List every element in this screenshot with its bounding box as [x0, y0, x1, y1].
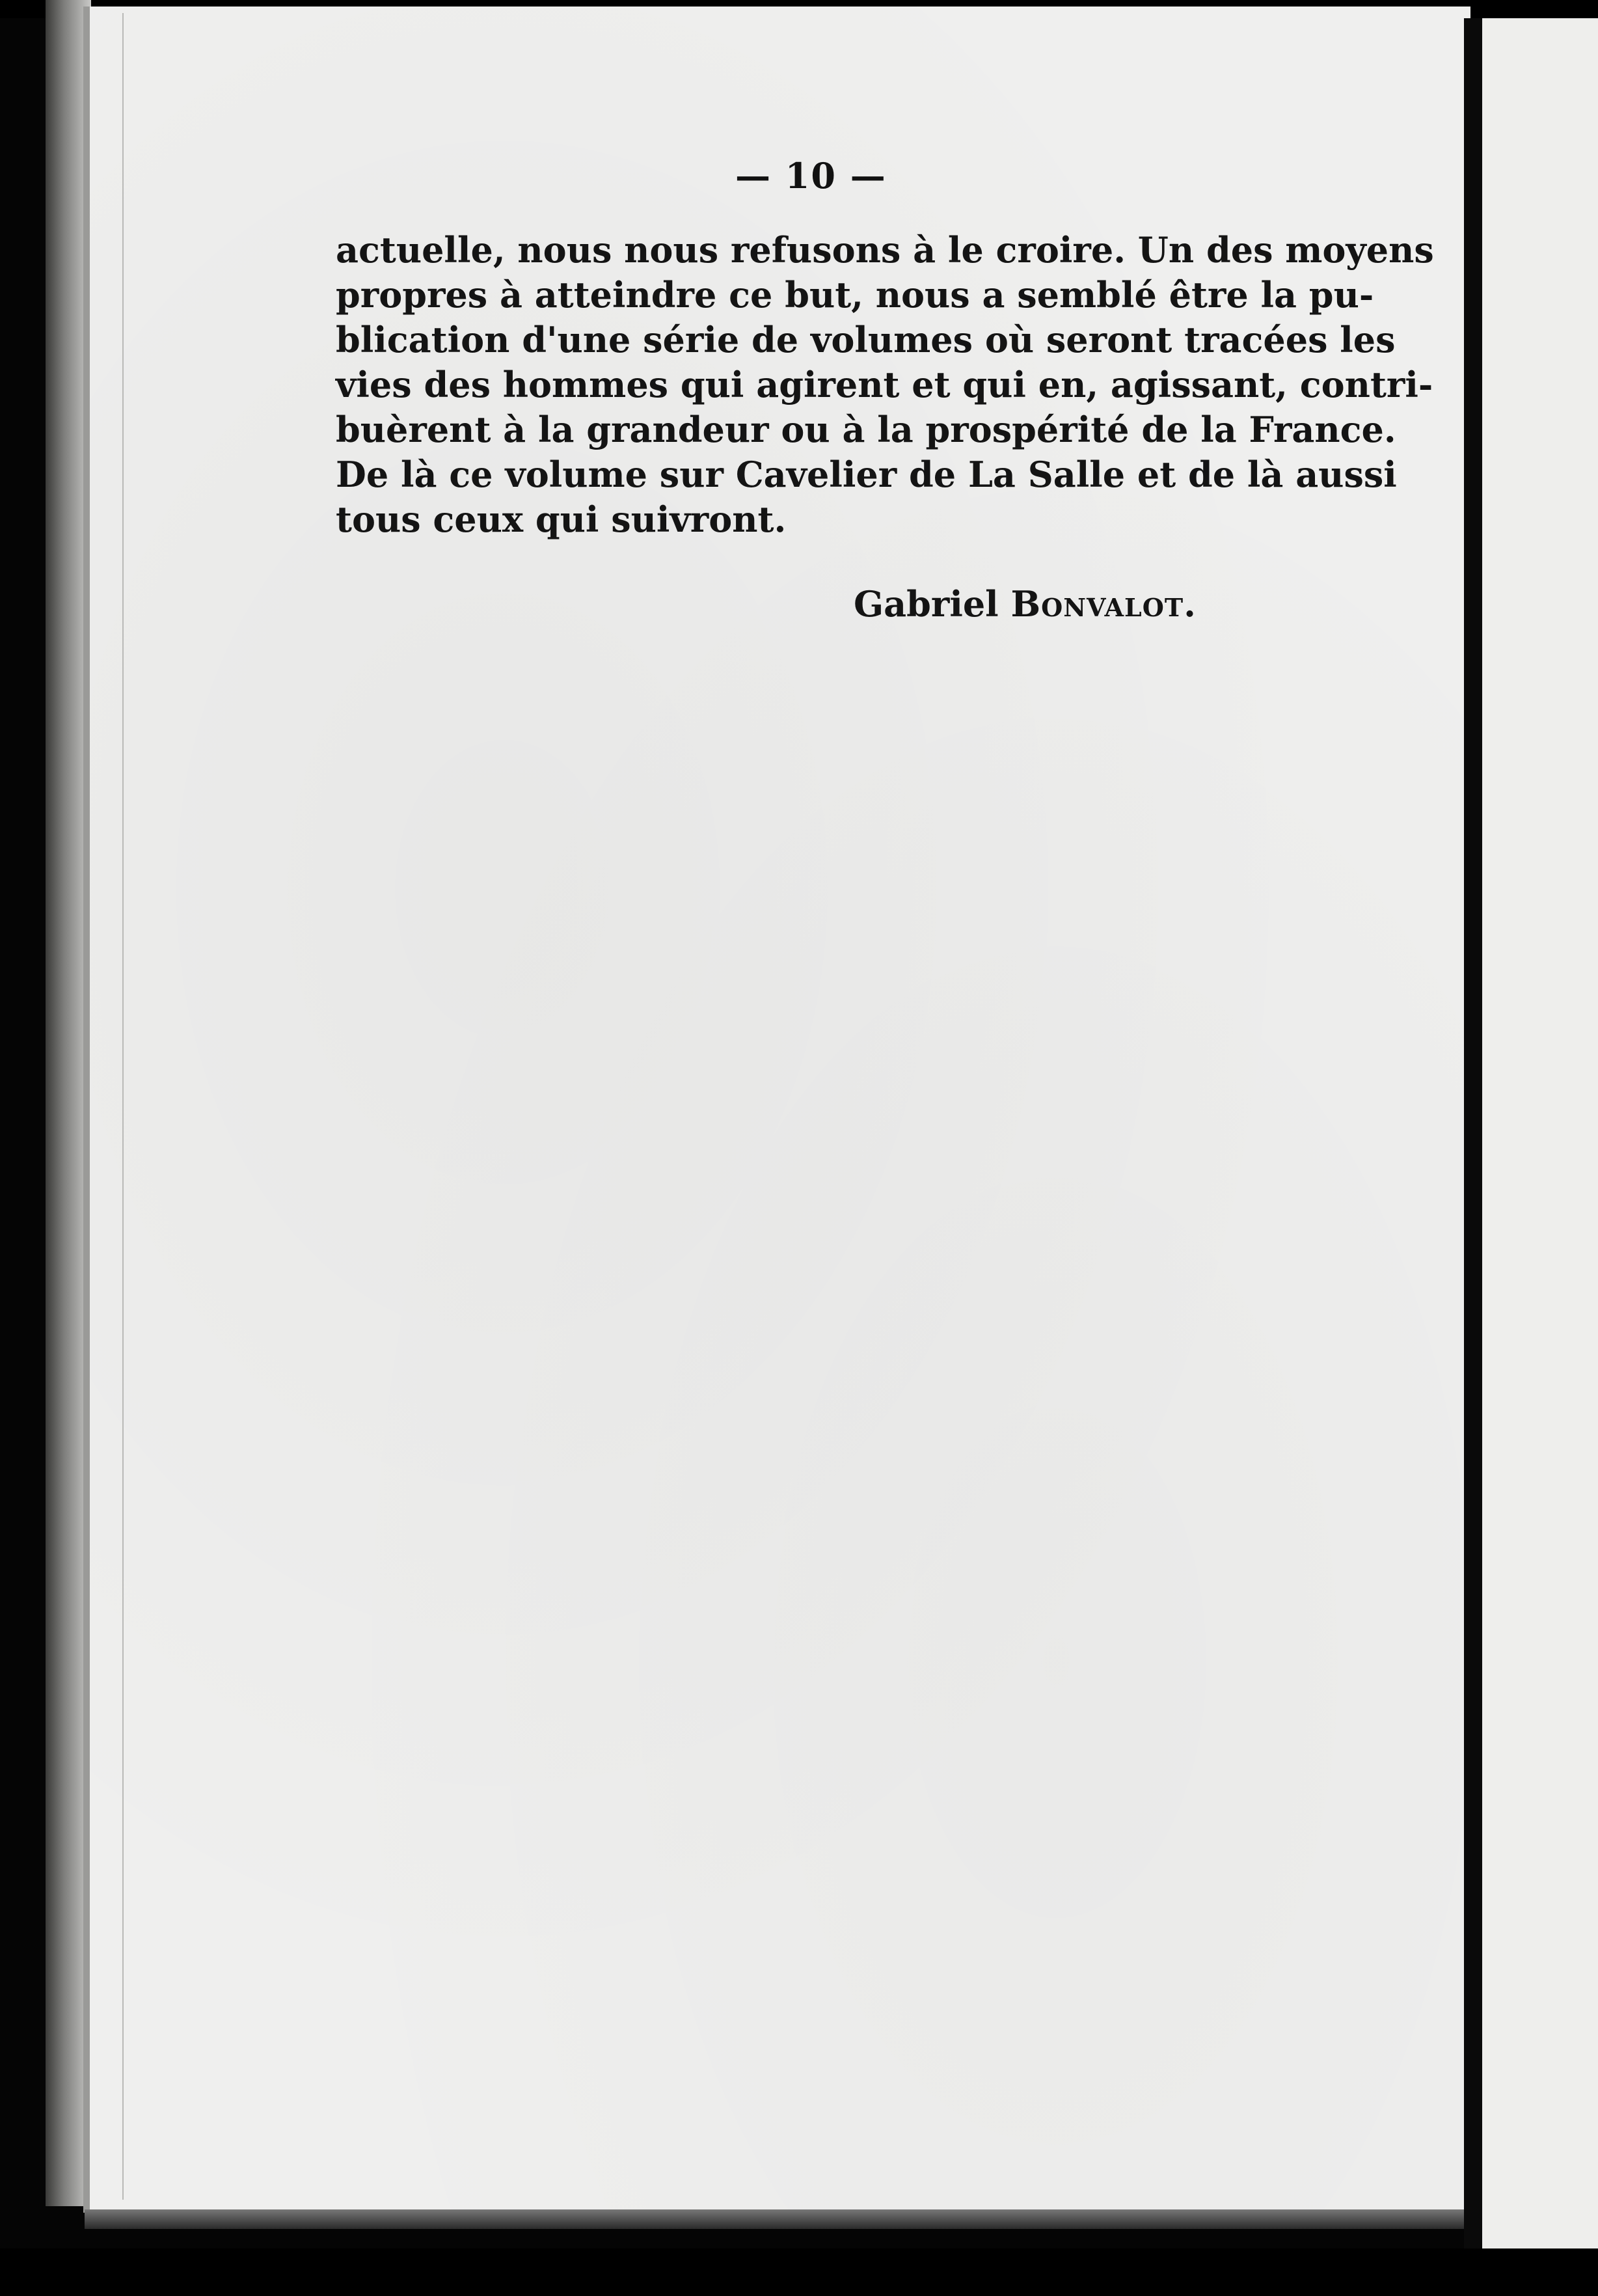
body-paragraph — [336, 228, 1434, 542]
text-line: propres à atteindre ce but, nous a semblé être la pu- — [336, 274, 1374, 316]
page-fold-line — [122, 13, 124, 2200]
scan-border-bottom — [0, 2248, 1598, 2296]
signature-first-name: Gabriel — [854, 583, 999, 625]
text-line: vies des hommes qui agirent et qui en, agissant, contri- — [336, 364, 1433, 405]
page-bottom-shadow — [85, 2209, 1464, 2229]
page-number: — 10 — — [735, 155, 887, 197]
text-line: tous ceux qui suivront. — [336, 499, 787, 540]
text-line: De là ce volume sur Cavelier de La Salle et de là aussi — [336, 454, 1397, 495]
text-line: buèrent à la grandeur ou à la prospérité de la France. — [336, 409, 1396, 450]
text-line: blication d'une série de volumes où seront tracées les — [336, 319, 1396, 361]
signature-surname: Bonvalot. — [1010, 583, 1197, 625]
author-signature — [854, 583, 1197, 625]
facing-page-edge — [1482, 18, 1598, 2250]
book-gutter — [1464, 18, 1482, 2250]
text-line: actuelle, nous nous refusons à le croire. Un des moyens — [336, 229, 1434, 271]
